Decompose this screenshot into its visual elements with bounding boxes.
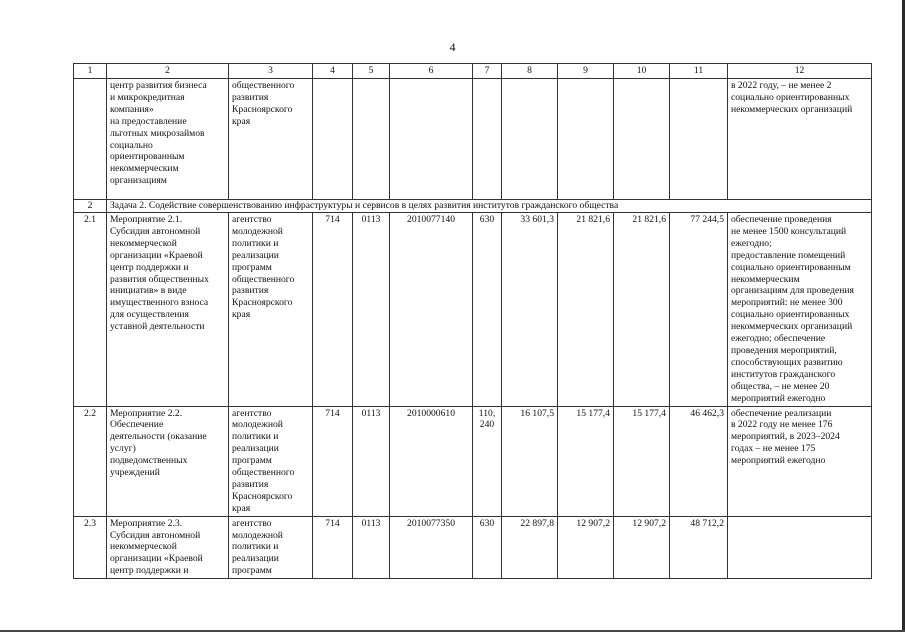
executor: агентство молодежной политики и реализации программ общественного развития Красноярского края — [229, 406, 313, 516]
rzpr-code: 0113 — [353, 516, 390, 579]
header-cell: 6 — [390, 64, 473, 79]
grbs-code: 714 — [313, 516, 353, 579]
executor: общественного развития Красноярского края — [229, 79, 313, 200]
header-cell: 11 — [670, 64, 728, 79]
table-row — [74, 213, 872, 407]
amount-total: 77 244,5 — [670, 213, 728, 407]
vr-code: 630 — [473, 516, 502, 579]
row-number: 2.2 — [74, 406, 107, 516]
header-cell: 12 — [728, 64, 872, 79]
amount-2022: 22 897,8 — [502, 516, 558, 579]
vr-code: 630 — [473, 213, 502, 407]
activity-name: Мероприятие 2.2. Обеспечение деятельности (оказание услуг) подведомственных учреждений — [107, 406, 229, 516]
header-cell: 10 — [614, 64, 670, 79]
grbs-code: 714 — [313, 213, 353, 407]
expected-result: обеспечение проведения не менее 1500 консультаций ежегодно; предоставление помещений социально ориентированным некоммерческим организациям для проведения мероприятий: не менее 300 социально ориентированных некоммерческих организаций ежегодно; обеспечение проведения мероприятий, способствующих развитию институтов гражданского общества, – не менее 20 мероприятий ежегодно — [728, 213, 872, 407]
amount-total: 46 462,3 — [670, 406, 728, 516]
table-row — [74, 406, 872, 516]
header-cell: 9 — [558, 64, 614, 79]
expected-result — [728, 516, 872, 579]
row-number: 2.3 — [74, 516, 107, 579]
header-cell: 7 — [473, 64, 502, 79]
row-number: 2.1 — [74, 213, 107, 407]
task-number: 2 — [74, 200, 107, 213]
header-cell: 2 — [107, 64, 229, 79]
header-cell: 5 — [353, 64, 390, 79]
table-row-continued — [74, 79, 872, 200]
task-title: Задача 2. Содействие совершенствованию инфраструктуры и сервисов в целях развития институтов гражданского общества — [107, 200, 872, 213]
expected-result: обеспечение реализации в 2022 году не менее 176 мероприятий, в 2023–2024 годах – не менее 175 мероприятий ежегодно — [728, 406, 872, 516]
program-activities-table — [73, 63, 872, 579]
table-row — [74, 516, 872, 579]
amount-2024: 15 177,4 — [614, 406, 670, 516]
vr-code: 110, 240 — [473, 406, 502, 516]
grbs-code: 714 — [313, 406, 353, 516]
csr-code: 2010077350 — [390, 516, 473, 579]
expected-result: в 2022 году, – не менее 2 социально ориентированных некоммерческих организаций — [728, 79, 872, 200]
header-row — [74, 64, 872, 79]
header-cell: 1 — [74, 64, 107, 79]
amount-2024: 21 821,6 — [614, 213, 670, 407]
amount-2023: 12 907,2 — [558, 516, 614, 579]
task-row — [74, 200, 872, 213]
amount-2023: 21 821,6 — [558, 213, 614, 407]
amount-total: 48 712,2 — [670, 516, 728, 579]
header-cell: 3 — [229, 64, 313, 79]
header-cell: 4 — [313, 64, 353, 79]
rzpr-code: 0113 — [353, 406, 390, 516]
amount-2022: 33 601,3 — [502, 213, 558, 407]
header-cell: 8 — [502, 64, 558, 79]
amount-2024: 12 907,2 — [614, 516, 670, 579]
page-number: 4 — [449, 40, 456, 54]
amount-2023: 15 177,4 — [558, 406, 614, 516]
activity-name: Мероприятие 2.3. Субсидия автономной некоммерческой организации «Краевой центр поддержки и — [107, 516, 229, 579]
row-number — [74, 79, 107, 200]
csr-code: 2010077140 — [390, 213, 473, 407]
csr-code: 2010000610 — [390, 406, 473, 516]
rzpr-code: 0113 — [353, 213, 390, 407]
executor: агентство молодежной политики и реализации программ — [229, 516, 313, 579]
amount-2022: 16 107,5 — [502, 406, 558, 516]
activity-name: центр развития бизнеса и микрокредитная компания» на предоставление льготных микрозаймов социально ориентированным некоммерческим организациям — [107, 79, 229, 200]
activity-name: Мероприятие 2.1. Субсидия автономной некоммерческой организации «Краевой центр поддержки и развития общественных инициатив» в виде имущественного взноса для осуществления уставной деятельности — [107, 213, 229, 407]
executor: агентство молодежной политики и реализации программ общественного развития Красноярского края — [229, 213, 313, 407]
